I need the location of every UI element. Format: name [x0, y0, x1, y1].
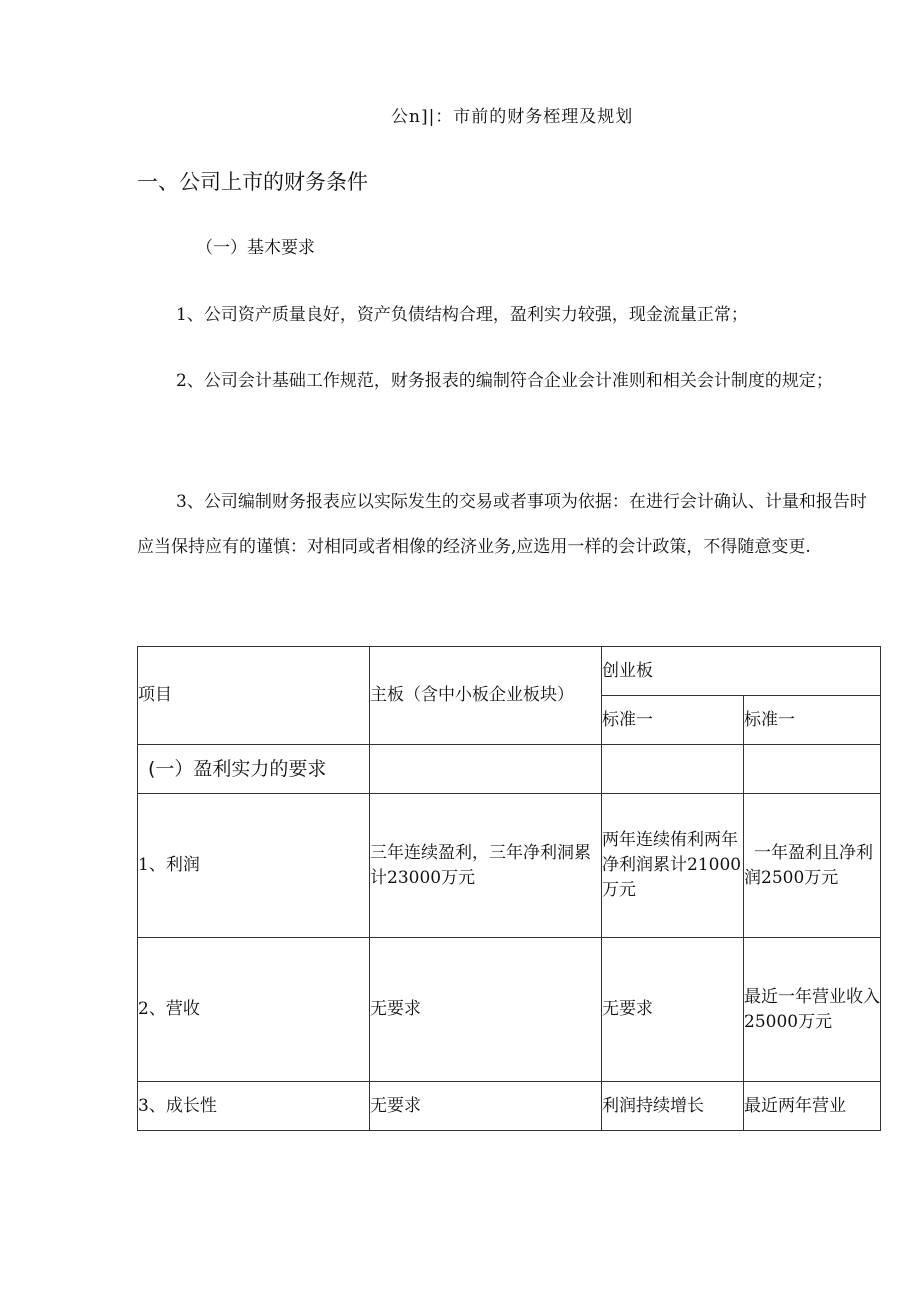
row-gem-standard-2: 一年盈利且净利润2500万元 — [744, 794, 881, 938]
row-main-board: 无要求 — [370, 1082, 602, 1131]
row-item: 1、利润 — [138, 794, 370, 938]
header-gem-standard-2: 标准一 — [744, 696, 881, 745]
document-title: 公n]|：市前的财务桎理及规划 — [391, 107, 634, 127]
paragraph-1: 1、公司资产质量良好，资产负债结构合理，盈利实力较强，现金流量正常； — [176, 305, 748, 325]
empty-cell — [602, 745, 744, 794]
subsection-heading: （一）基木要求 — [196, 238, 315, 258]
empty-cell — [370, 745, 602, 794]
header-item: 项目 — [138, 647, 370, 745]
empty-cell — [744, 745, 881, 794]
header-main-board: 主板（含中小板企业板块） — [370, 647, 602, 745]
table-section-row — [138, 745, 881, 794]
section-label-profitability: (一）盈利实力的要求 — [138, 745, 370, 794]
table-row — [138, 938, 881, 1082]
row-main-board: 三年连续盈利，三年净利洞累计23000万元 — [370, 794, 602, 938]
row-gem-standard-2: 最近一年营业收入25000万元 — [744, 938, 881, 1082]
table-row — [138, 794, 881, 938]
row-item: 3、成长性 — [138, 1082, 370, 1131]
row-gem-standard-1: 无要求 — [602, 938, 744, 1082]
paragraph-3: 3、公司编制财务报表应以实际发生的交易或者事项为依据：在进行会计确认、计量和报告时应当保持应有的谨慎：对相同或者相像的经济业务,应选用一样的会计政策，不得随意变更. — [137, 492, 867, 557]
row-item: 2、营收 — [138, 938, 370, 1082]
row-gem-standard-2: 最近两年营业 — [744, 1082, 881, 1131]
row-main-board: 无要求 — [370, 938, 602, 1082]
table-row — [138, 1082, 881, 1131]
header-gem-standard-1: 标准一 — [602, 696, 744, 745]
section-heading: 一、公司上市的财务条件 — [137, 170, 368, 194]
row-gem-standard-1: 两年连续侑利两年净利润累计21000万元 — [602, 794, 744, 938]
row-gem-standard-1: 利润持续增长 — [602, 1082, 744, 1131]
paragraph-2: 2、公司会计基础工作规范，财务报表的编制符合企业会计准则和相关会计制度的规定； — [176, 371, 833, 391]
header-gem: 创业板 — [602, 647, 881, 696]
table-header-row — [138, 647, 881, 696]
financial-requirements-table — [137, 646, 881, 1131]
